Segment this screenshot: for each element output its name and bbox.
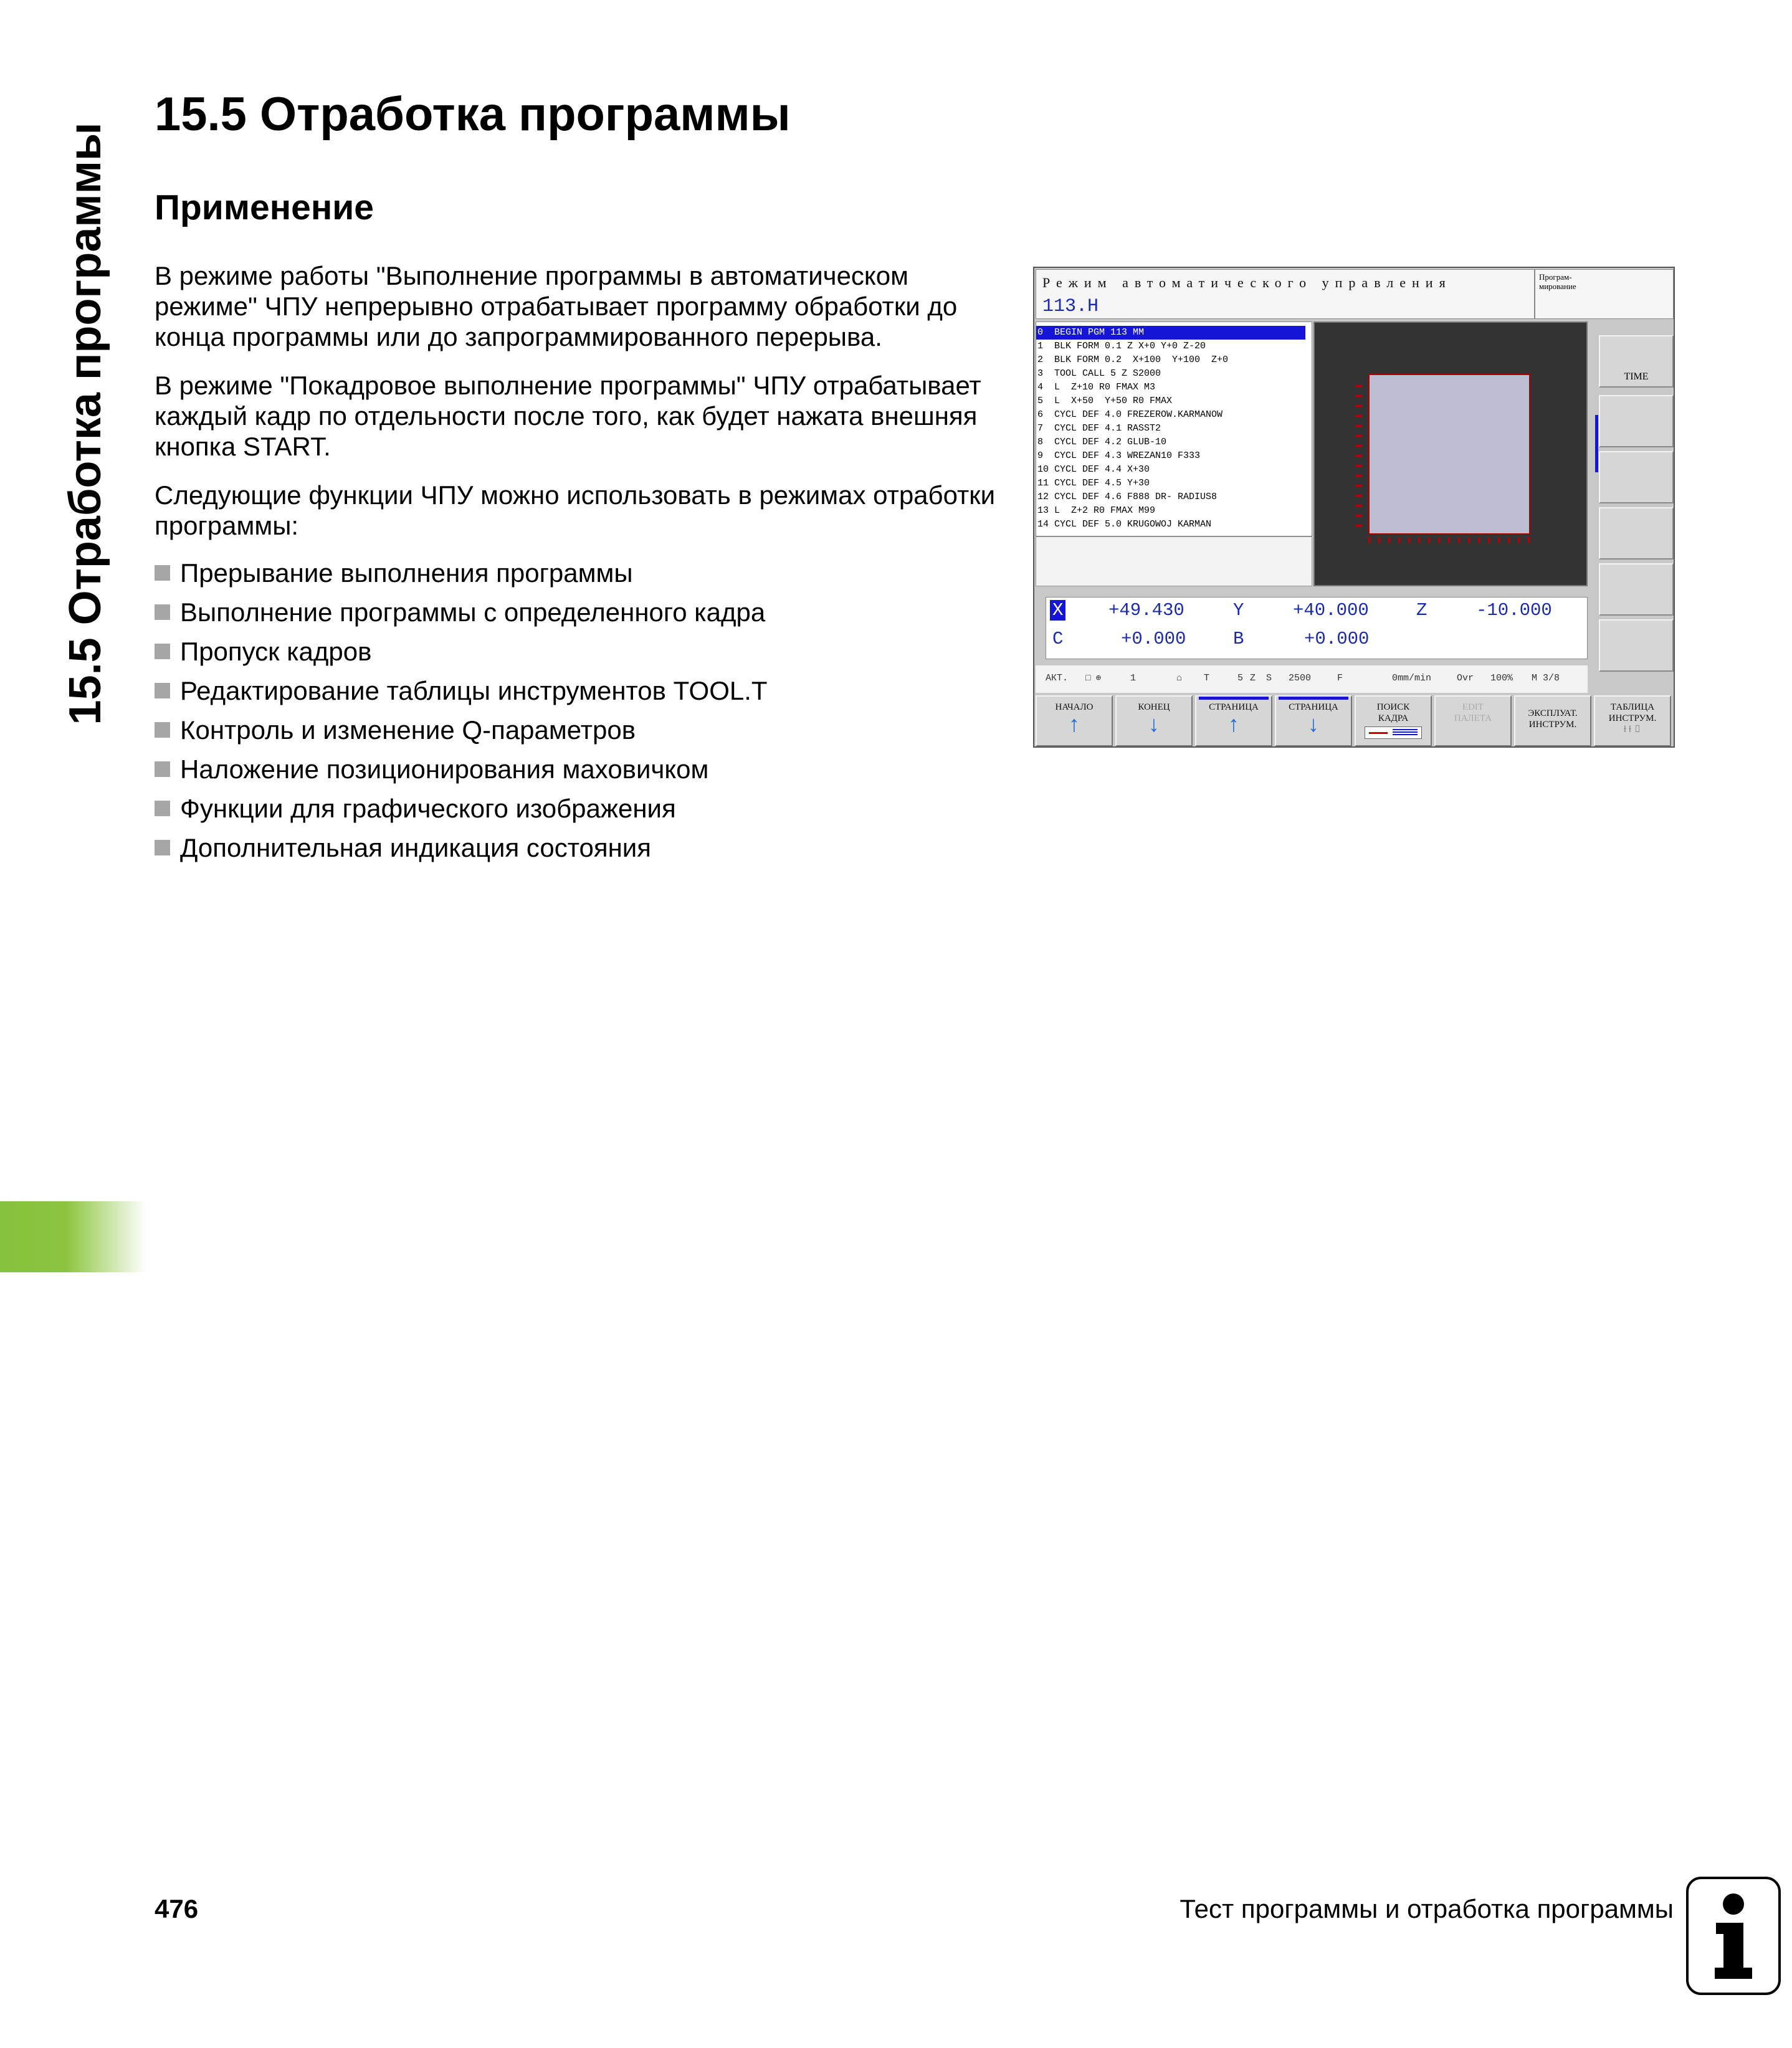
axis-label-b: B bbox=[1233, 629, 1244, 649]
softkey-page-indicator bbox=[1595, 415, 1598, 472]
list-item: Функции для графического изображения bbox=[155, 789, 768, 828]
block-scan-icon bbox=[1365, 726, 1422, 739]
bullet-square-icon bbox=[155, 722, 170, 738]
functions-list bbox=[155, 553, 768, 867]
program-line: 4 L Z+10 R0 FMAX M3 bbox=[1037, 382, 1156, 393]
status-z: Z bbox=[1250, 673, 1256, 683]
axis-label-z: Z bbox=[1416, 600, 1427, 621]
softkey-right-empty[interactable] bbox=[1599, 507, 1674, 560]
softkey-tool-table[interactable]: ТАБЛИЦА ИНСТРУМ. ⟊ ⟊ ▯ bbox=[1594, 695, 1671, 746]
bullet-square-icon bbox=[155, 801, 170, 816]
status-f-value: 0mm/min bbox=[1392, 673, 1432, 683]
axis-label-c: C bbox=[1052, 629, 1064, 649]
status-t-value: 5 bbox=[1237, 673, 1244, 683]
program-line: 11 CYCL DEF 4.5 Y+30 bbox=[1037, 478, 1150, 488]
chapter-color-tab bbox=[0, 1201, 146, 1272]
paragraph-auto-mode: В режиме работы "Выполнение программы в автоматическом режиме" ЧПУ непрерывно отрабатывает программу обработки до конца программы или до запрограммированного перерыва. bbox=[155, 261, 958, 351]
status-akt: АКТ. bbox=[1046, 673, 1069, 683]
cnc-screen-screenshot bbox=[1033, 267, 1675, 748]
axis-value-x: +49.430 bbox=[1108, 600, 1184, 621]
footer-chapter-title: Тест программы и отработка программы bbox=[1180, 1894, 1674, 1923]
list-item: Наложение позиционирования маховичком bbox=[155, 750, 768, 789]
program-file-name: 113.H bbox=[1042, 296, 1099, 317]
bullet-square-icon bbox=[155, 565, 170, 581]
workpiece-graphic bbox=[1313, 321, 1588, 586]
operating-mode-title: Режим автоматического управления bbox=[1042, 275, 1452, 290]
list-item: Прерывание выполнения программы bbox=[155, 553, 768, 593]
axis-label-x: X bbox=[1050, 600, 1065, 621]
axis-value-b: +0.000 bbox=[1304, 629, 1370, 649]
side-chapter-title: 15.5 Отработка программы bbox=[60, 122, 110, 725]
axis-value-c: +0.000 bbox=[1121, 629, 1186, 649]
status-bar bbox=[1036, 665, 1588, 693]
list-item: Редактирование таблицы инструментов TOOL.T bbox=[155, 671, 768, 710]
bullet-square-icon bbox=[155, 644, 170, 659]
softkey-active-indicator bbox=[1199, 697, 1269, 700]
page-title: 15.5 Отработка программы bbox=[155, 88, 791, 141]
bullet-square-icon bbox=[155, 604, 170, 620]
secondary-mode-label: Програм- мирование bbox=[1535, 269, 1674, 319]
paragraph-functions-intro: Следующие функции ЧПУ можно использовать в режимах отработки программы: bbox=[155, 480, 996, 540]
graphic-ticks-horizontal bbox=[1368, 537, 1530, 543]
mode-header bbox=[1036, 269, 1535, 319]
softkey-right-empty[interactable] bbox=[1599, 395, 1674, 447]
paragraph-single-block: В режиме "Покадровое выполнение программы" ЧПУ отрабатывает каждый кадр по отдельности после того, как будет нажата внешняя кнопка START. bbox=[155, 371, 981, 461]
page-number: 476 bbox=[155, 1894, 199, 1923]
bullet-square-icon bbox=[155, 840, 170, 855]
program-line: 7 CYCL DEF 4.1 RASST2 bbox=[1037, 423, 1161, 434]
program-listing bbox=[1036, 321, 1312, 536]
program-line: 9 CYCL DEF 4.3 WREZAN10 F333 bbox=[1037, 450, 1201, 461]
softkey-right-empty[interactable] bbox=[1599, 563, 1674, 616]
program-line: 10 CYCL DEF 4.4 X+30 bbox=[1037, 464, 1150, 475]
softkey-tool-usage[interactable]: ЭКСПЛУАТ. ИНСТРУМ. bbox=[1514, 695, 1591, 746]
program-line-active: 0 BEGIN PGM 113 MM bbox=[1036, 326, 1305, 340]
program-line: 1 BLK FORM 0.1 Z X+0 Y+0 Z-20 bbox=[1037, 341, 1206, 351]
program-line: 14 CYCL DEF 5.0 KRUGOWOJ KARMAN bbox=[1037, 519, 1212, 530]
horizontal-softkey-bar bbox=[1036, 695, 1674, 746]
section-heading: Применение bbox=[155, 188, 374, 227]
program-line: 3 TOOL CALL 5 Z S2000 bbox=[1037, 368, 1161, 379]
program-line: 6 CYCL DEF 4.0 FREZEROW.KARMANOW bbox=[1037, 409, 1223, 420]
info-icon bbox=[1686, 1877, 1781, 1995]
softkey-page-up[interactable]: СТРАНИЦА ↑ bbox=[1195, 695, 1272, 746]
status-ovr: Ovr bbox=[1457, 673, 1474, 683]
bullet-square-icon bbox=[155, 761, 170, 777]
program-line: 12 CYCL DEF 4.6 F888 DR- RADIUS8 bbox=[1037, 492, 1218, 502]
tool-table-icon: ⟊ ⟊ ▯ bbox=[1623, 724, 1642, 735]
softkey-end[interactable]: КОНЕЦ ↓ bbox=[1115, 695, 1193, 746]
program-line: 2 BLK FORM 0.2 X+100 Y+100 Z+0 bbox=[1037, 355, 1229, 365]
status-target-icon: □ ⊕ bbox=[1085, 674, 1102, 683]
list-item: Контроль и изменение Q-параметров bbox=[155, 710, 768, 750]
axis-value-y: +40.000 bbox=[1293, 600, 1369, 621]
softkey-time[interactable]: TIME bbox=[1599, 335, 1674, 388]
program-line: 8 CYCL DEF 4.2 GLUB-10 bbox=[1037, 437, 1167, 447]
status-s-value: 2500 bbox=[1289, 673, 1312, 683]
softkey-right-empty[interactable] bbox=[1599, 619, 1674, 672]
list-item: Дополнительная индикация состояния bbox=[155, 828, 768, 867]
softkey-page-down[interactable]: СТРАНИЦА ↓ bbox=[1275, 695, 1352, 746]
vertical-softkey-bar bbox=[1595, 321, 1674, 689]
status-s: S bbox=[1266, 673, 1272, 683]
softkey-begin[interactable]: НАЧАЛО ↑ bbox=[1036, 695, 1113, 746]
arrow-down-icon: ↓ bbox=[1148, 712, 1160, 736]
status-number: 1 bbox=[1130, 673, 1137, 683]
program-line: 13 L Z+2 R0 FMAX M99 bbox=[1037, 505, 1156, 516]
status-ovr-value: 100% bbox=[1490, 673, 1513, 683]
softkey-active-indicator bbox=[1279, 697, 1348, 700]
status-tool-icon: ⌂ bbox=[1176, 673, 1183, 683]
status-m: M 3/8 bbox=[1532, 673, 1560, 683]
bullet-square-icon bbox=[155, 683, 170, 698]
list-item: Выполнение программы с определенного кадра bbox=[155, 593, 768, 632]
arrow-up-icon: ↑ bbox=[1228, 712, 1239, 736]
program-line: 5 L X+50 Y+50 R0 FMAX bbox=[1037, 396, 1173, 406]
graphic-ticks-vertical bbox=[1356, 385, 1362, 535]
status-f: F bbox=[1337, 673, 1343, 683]
program-listing-empty-area bbox=[1036, 536, 1312, 586]
list-item: Пропуск кадров bbox=[155, 632, 768, 671]
softkey-right-empty[interactable] bbox=[1599, 451, 1674, 503]
workpiece-blank bbox=[1368, 374, 1530, 535]
softkey-block-scan[interactable]: ПОИСК КАДРА bbox=[1355, 695, 1432, 746]
position-display bbox=[1046, 597, 1588, 659]
status-t: T bbox=[1204, 673, 1210, 683]
arrow-up-icon: ↑ bbox=[1069, 712, 1080, 736]
arrow-down-icon: ↓ bbox=[1308, 712, 1319, 736]
axis-value-z: -10.000 bbox=[1476, 600, 1552, 621]
axis-label-y: Y bbox=[1233, 600, 1244, 621]
softkey-edit-pallet: EDIT ПАЛЕТА bbox=[1434, 695, 1512, 746]
